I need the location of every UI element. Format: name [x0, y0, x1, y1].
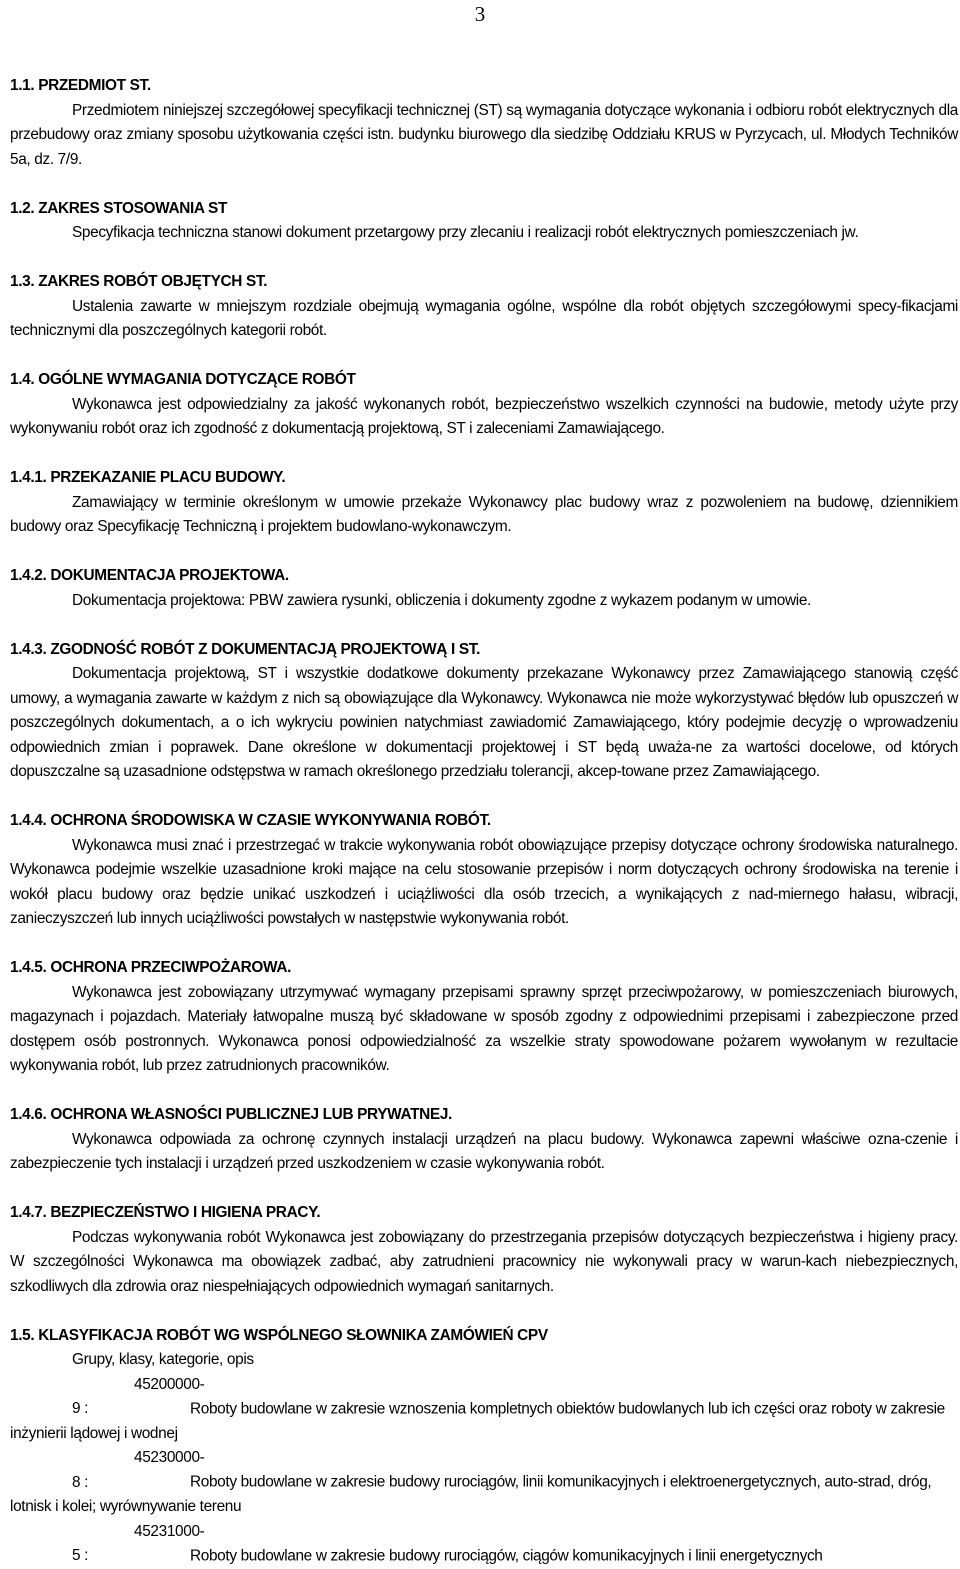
section-heading: 1.4.3. ZGODNOŚĆ ROBÓT Z DOKUMENTACJĄ PROJEKTOWĄ I ST.: [10, 640, 481, 658]
cpv-description: Roboty budowlane w zakresie budowy rurociągów, ciągów komunikacyjnych i linii energetycznych: [190, 1547, 823, 1564]
page-number: 3: [474, 2, 486, 26]
section-text: Wykonawca musi znać i przestrzegać w trakcie wykonywania robót obowiązujące przepisy dotyczące ochrony środowiska naturalnego. Wykonawca podejmie wszelkie uzasadnione kroki mające na celu stosowanie przepisów i norm dotyczących ochrony środowiska na terenie i wokół placu budowy oraz będzie unikać uszkodzeń i uciążliwości dla osób trzecich, a wynikających z nad-miernego hałasu, wibracji, zanieczyszczeń lub innych uciążliwości powstałych w następstwie wykonywania robót.: [10, 836, 958, 927]
cpv-code: 45200000-9 :: [72, 1375, 205, 1417]
cpv-code: 45231000-5 :: [72, 1522, 205, 1564]
section-text: Ustalenia zawarte w mniejszym rozdziale obejmują wymagania ogólne, wspólne dla robót objętych szczegółowymi specy-fikacjami technicznymi dla poszczególnych kategorii robót.: [10, 297, 958, 339]
section-text: Przedmiotem niniejszej szczegółowej specyfikacji technicznej (ST) są wymagania dotyczące wykonania i odbioru robót elektrycznych dla przebudowy oraz zmiany sposobu użytkowania części istn. budynku biurowego dla siedzibę Oddziału KRUS w Pyrzycach, ul. Młodych Techników 5a, dz. 7/9.: [10, 101, 958, 168]
section-heading: 1.4.4. OCHRONA ŚRODOWISKA W CZASIE WYKONYWANIA ROBÓT.: [10, 812, 491, 829]
section-text: Wykonawca odpowiada za ochronę czynnych instalacji urządzeń na placu budowy. Wykonawca zapewni właściwe ozna-czenie i zabezpieczenie tych instalacji i urządzeń przed uszkodzeniem w czasie wykonywania robót.: [10, 1130, 958, 1172]
cpv-item: [10, 1446, 958, 1520]
cpv-intro: Grupy, klasy, kategorie, opis: [72, 1351, 254, 1368]
section-text: Specyfikacja techniczna stanowi dokument przetargowy przy zlecaniu i realizacji robót elektrycznych pomieszczeniach jw.: [72, 224, 859, 241]
section-text: Dokumentacja projektowa: PBW zawiera rysunki, obliczenia i dokumenty zgodne z wykazem podanym w umowie.: [72, 591, 811, 609]
section-text: Dokumentacja projektową, ST i wszystkie dodatkowe dokumenty przekazane Wykonawcy przez Zamawiającego stanowią część umowy, a wymagania zawarte w każdym z nich są obowiązujące dla Wykonawcy. Wykonawca nie może wykorzystywać błędów lub opuszczeń w poszczególnych dokumentach, a o ich wykryciu powinien natychmiast zawiadomić Zamawiającego, który podejmie decyzję o wprowadzeniu odpowiednich zmian i poprawek. Dane określone w dokumentacji projektowej i ST będą uważa-ne za wartości docelowe, od których dopuszczalne są uzasadnione odstępstwa w ramach określonego przedziału tolerancji, akcep-towane przez Zamawiającego.: [10, 665, 958, 780]
cpv-item: [10, 1373, 958, 1447]
section-heading: 1.4.5. OCHRONA PRZECIWPOŻAROWA.: [10, 959, 292, 976]
cpv-heading: 1.5. KLASYFIKACJA ROBÓT WG WSPÓLNEGO SŁOWNIKA ZAMÓWIEŃ CPV: [10, 1326, 548, 1344]
cpv-code: 45230000-8 :: [72, 1449, 205, 1491]
section-text: Zamawiający w terminie określonym w umowie przekaże Wykonawcy plac budowy wraz z pozwoleniem na budowę, dziennikiem budowy oraz Specyfikację Techniczną i projektem budowlano-wykonawczym.: [10, 493, 958, 535]
section-heading: 1.1. PRZEDMIOT ST.: [10, 77, 151, 94]
section-heading: 1.4.6. OCHRONA WŁASNOŚCI PUBLICZNEJ LUB PRYWATNEJ.: [10, 1106, 452, 1123]
cpv-item: [10, 1520, 958, 1569]
section-heading: 1.4.1. PRZEKAZANIE PLACU BUDOWY.: [10, 469, 286, 486]
section-heading: 1.4.2. DOKUMENTACJA PROJEKTOWA.: [10, 567, 289, 584]
section-text: Podczas wykonywania robót Wykonawca jest zobowiązany do przestrzegania przepisów dotyczących bezpieczeństwa i higieny pracy. W szczególności Wykonawca ma obowiązek zadbać, aby zatrudnieni pracownicy nie wykonywali pracy w warun-kach niebezpiecznych, szkodliwych dla zdrowia oraz niespełniających odpowiednich wymagań sanitarnych.: [10, 1228, 958, 1295]
section-heading: 1.2. ZAKRES STOSOWANIA ST: [10, 199, 228, 217]
section-text: Wykonawca jest zobowiązany utrzymywać wymagany przepisami sprawny sprzęt przeciwpożarowy, w pomieszczeniach biurowych, magazynach i pojazdach. Materiały łatwopalne muszą być składowane w sposób zgodny z odpowiednimi przepisami i zabezpieczone przed dostępem osób postronnych. Wykonawca ponosi odpowiedzialność za wszelkie straty spowodowane pożarem wywołanym w rezultacie wykonywania robót, lub przez zatrudnionych pracowników.: [10, 983, 958, 1074]
section-heading: 1.4.7. BEZPIECZEŃSTWO I HIGIENA PRACY.: [10, 1204, 321, 1221]
section-heading: 1.4. OGÓLNE WYMAGANIA DOTYCZĄCE ROBÓT: [10, 371, 356, 388]
section-heading: 1.3. ZAKRES ROBÓT OBJĘTYCH ST.: [10, 273, 268, 290]
cpv-description: Roboty budowlane w zakresie wznoszenia kompletnych obiektów budowlanych lub ich części oraz roboty w zakresie inżynierii lądowej i wodnej: [10, 1400, 945, 1442]
section-text: Wykonawca jest odpowiedzialny za jakość wykonanych robót, bezpieczeństwo wszelkich czynności na budowie, metody użyte przy wykonywaniu robót oraz ich zgodność z dokumentacją projektową, ST i zaleceniami Zamawiającego.: [10, 395, 958, 437]
document-body: [10, 74, 958, 1569]
cpv-description: Roboty budowlane w zakresie budowy rurociągów, linii komunikacyjnych i elektroenergetycznych, auto-strad, dróg, lotnisk i kolei; wyrównywanie terenu: [10, 1473, 932, 1515]
